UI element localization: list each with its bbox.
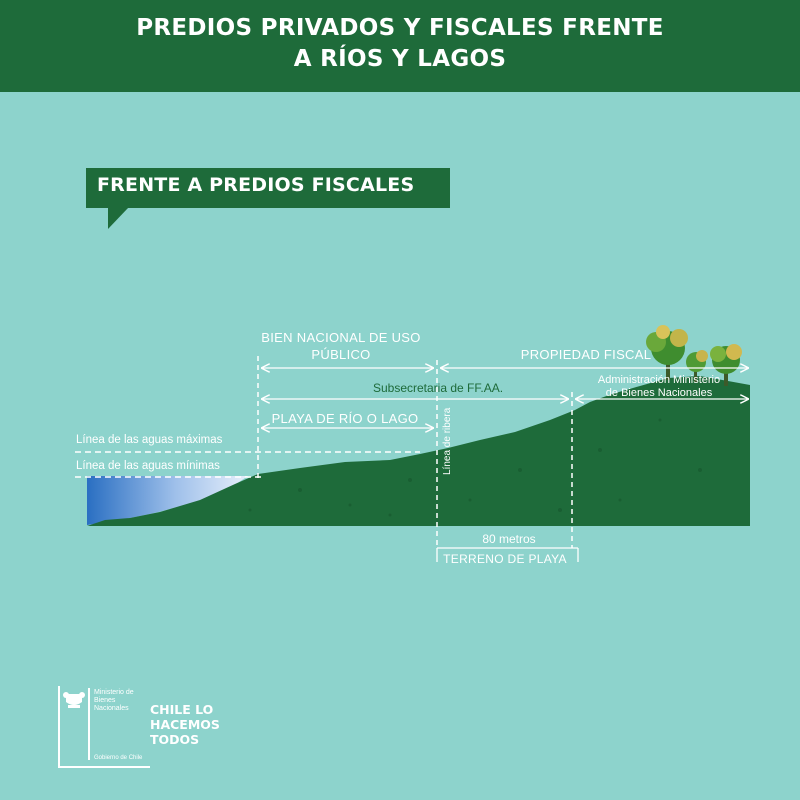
terreno-playa-label: TERRENO DE PLAYA (443, 552, 567, 566)
gobierno-label: Gobierno de Chile (94, 755, 143, 761)
slogan-line-1: CHILE LO (150, 702, 214, 717)
ministry-line-2: Bienes (94, 697, 116, 704)
slogan-line-3: TODOS (150, 732, 200, 747)
title-line-1: PREDIOS PRIVADOS Y FISCALES FRENTE (136, 15, 664, 41)
section-label-text: FRENTE A PREDIOS FISCALES (97, 174, 415, 196)
coat-of-arms-icon (62, 690, 86, 710)
bien-nacional-label-1: BIEN NACIONAL DE USO (261, 330, 421, 345)
administracion-label-1: Administración Ministerio (597, 374, 721, 386)
ministry-line-3: Nacionales (94, 705, 129, 712)
bien-nacional-label-2: PÚBLICO (311, 347, 371, 362)
subsecretaria-label: Subsecretaria de FF.AA. (372, 381, 504, 395)
administracion-label-2: de Bienes Nacionales (605, 387, 713, 399)
ministry-name (94, 689, 134, 713)
slogan-line-2: HACEMOS (150, 717, 220, 732)
title-line-2: A RÍOS Y LAGOS (293, 46, 507, 72)
playa-label: PLAYA DE RÍO O LAGO (271, 411, 419, 426)
logo-divider (88, 688, 90, 760)
ministry-line-1: Ministerio de (94, 689, 134, 696)
linea-ribera-label: Línea de ribera (442, 407, 453, 475)
metros-label: 80 metros (482, 532, 536, 546)
slogan (150, 702, 220, 747)
propiedad-fiscal-label: PROPIEDAD FISCAL (520, 347, 652, 362)
aguas-minimas-label: Línea de las aguas mínimas (76, 460, 220, 472)
aguas-maximas-label: Línea de las aguas máximas (76, 434, 223, 446)
government-logo (58, 686, 148, 766)
